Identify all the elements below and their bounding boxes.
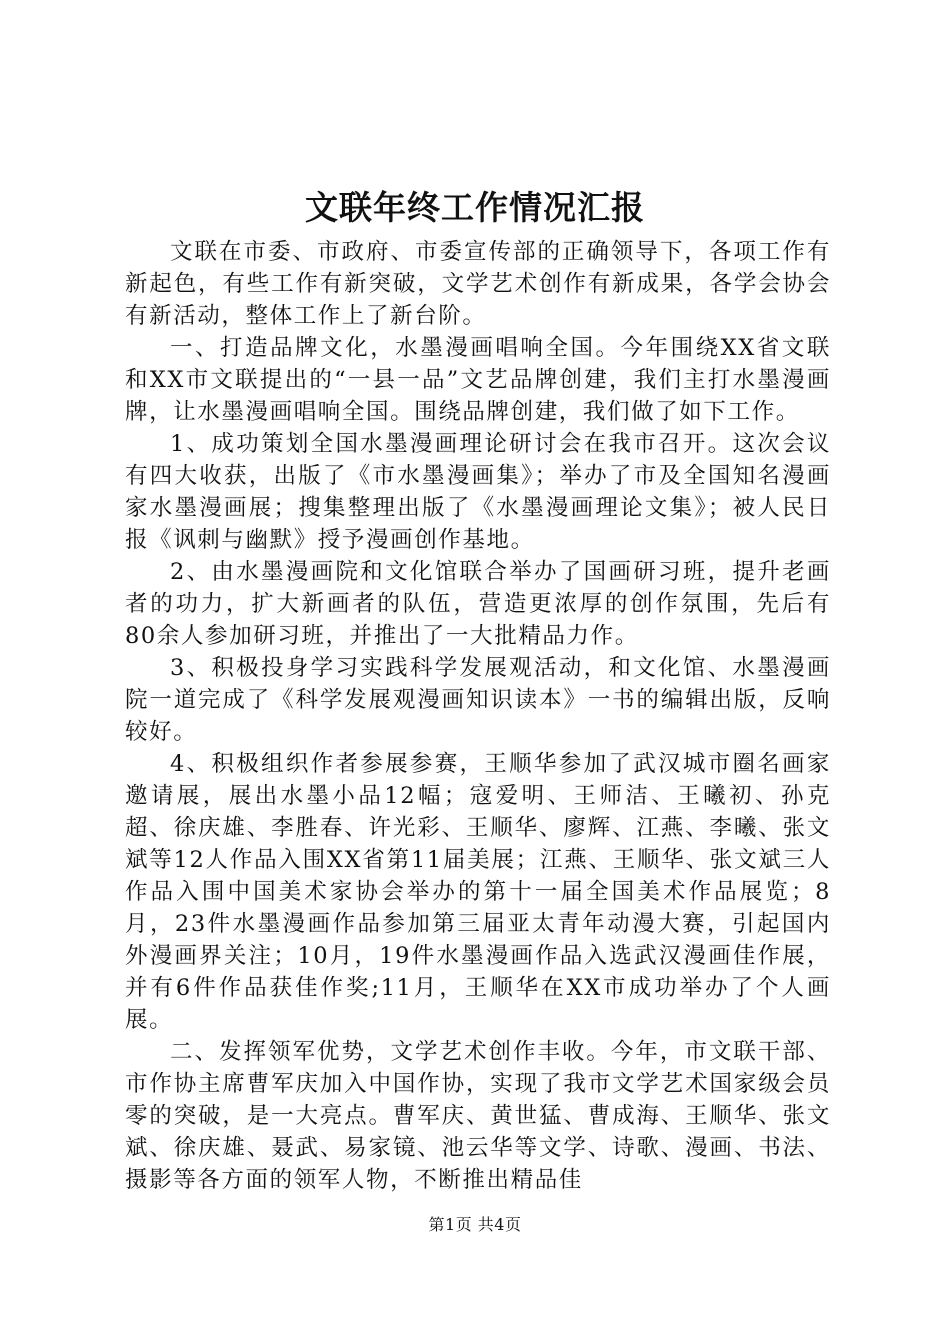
document-title: 文联年终工作情况汇报 bbox=[305, 188, 645, 227]
paragraph-section-two: 二、发挥领军优势，文学艺术创作丰收。今年，市文联干部、市作协主席曹军庆加入中国作协，实现了我市文学艺术国家级会员零的突破，是一大亮点。曹军庆、黄世猛、曹成海、王顺华、张文斌、徐庆雄、聂武、易家镜、池云华等文学、诗歌、漫画、书法、摄影等各方面的领军人物，不断推出精品佳 bbox=[125, 1039, 831, 1193]
paragraph-item-4: 4、积极组织作者参展参赛，王顺华参加了武汉城市圈名画家邀请展，展出水墨小品12幅；寇爱明、王师洁、王曦初、孙克超、徐庆雄、李胜春、许光彩、王顺华、廖辉、江燕、李曦、张文斌等12人作品入围XX省第11届美展；江燕、王顺华、张文斌三人作品入围中国美术家协会举办的第十一届全国美术作品展览；8月，23件水墨漫画作品参加第三届亚太青年动漫大赛，引起国内外漫画界关注；10月，19件水墨漫画作品入选武汉漫画佳作展，并有6件作品获佳作奖;11月，王顺华在XX市成功举办了个人画展。 bbox=[125, 751, 831, 1033]
paragraph-intro: 文联在市委、市政府、市委宣传部的正确领导下，各项工作有新起色，有些工作有新突破，文学艺术创作有新成果，各学会协会有新活动，整体工作上了新台阶。 bbox=[125, 239, 831, 329]
paragraph-item-1: 1、成功策划全国水墨漫画理论研讨会在我市召开。这次会议有四大收获，出版了《市水墨漫画集》；举办了市及全国知名漫画家水墨漫画展；搜集整理出版了《水墨漫画理论文集》；被人民日报《讽刺与幽默》授予漫画创作基地。 bbox=[125, 431, 831, 553]
page-number-footer: 第1页 共4页 bbox=[428, 1215, 522, 1234]
paragraph-item-3: 3、积极投身学习实践科学发展观活动，和文化馆、水墨漫画院一道完成了《科学发展观漫画知识读本》一书的编辑出版，反响较好。 bbox=[125, 655, 831, 745]
paragraph-item-2: 2、由水墨漫画院和文化馆联合举办了国画研习班，提升老画者的功力，扩大新画者的队伍，营造更浓厚的创作氛围，先后有80余人参加研习班，并推出了一大批精品力作。 bbox=[125, 559, 831, 649]
document-body bbox=[125, 236, 831, 1196]
paragraph-section-one: 一、打造品牌文化，水墨漫画唱响全国。今年围绕XX省文联和XX市文联提出的“一县一品”文艺品牌创建，我们主打水墨漫画牌，让水墨漫画唱响全国。围绕品牌创建，我们做了如下工作。 bbox=[125, 335, 831, 425]
